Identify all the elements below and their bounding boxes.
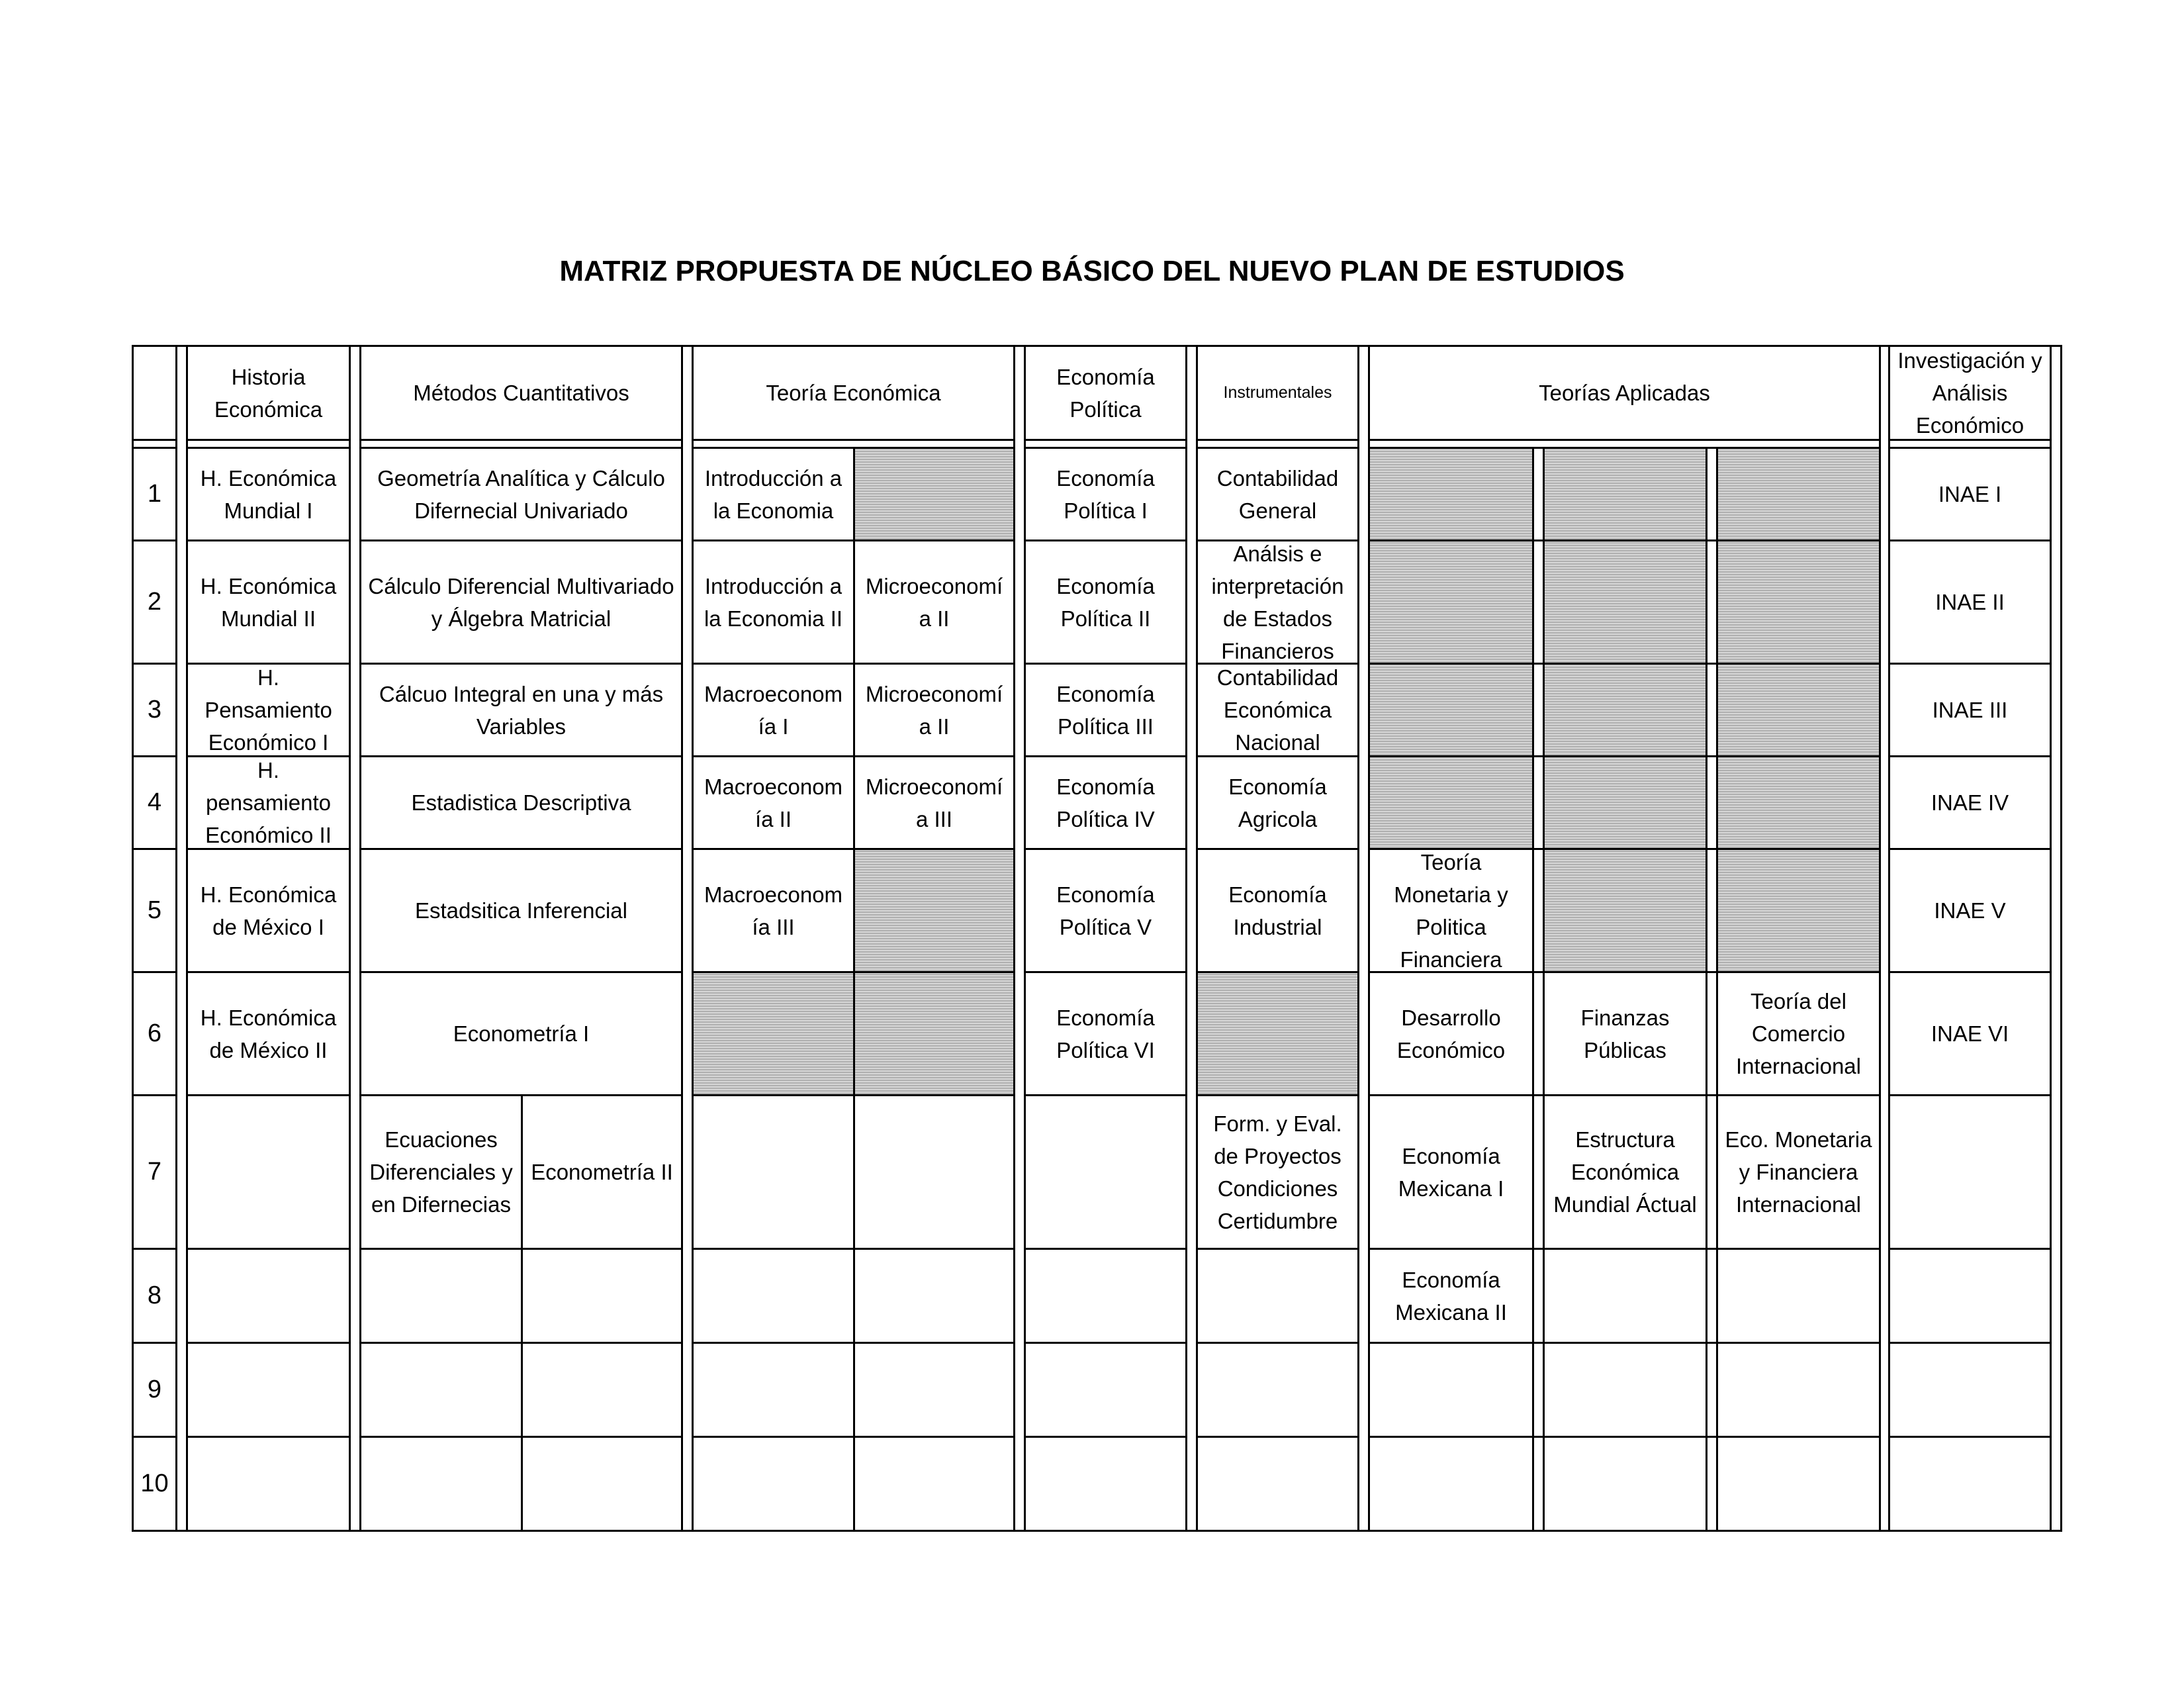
cell-historia: H. pensamiento Económico II [186,755,351,850]
cell-metodos-2 [521,1436,683,1532]
cell-investigacion: INAE I [1888,447,2052,541]
cell-politica [1024,1342,1187,1438]
cell-instrumentales [1196,1342,1359,1438]
cell-aplicadas-2: Estructura Económica Mundial Áctual [1543,1094,1707,1250]
cell-aplicadas-1: Economía Mexicana I [1368,1094,1534,1250]
cell-teoria-2 [853,447,1015,541]
row-number: 3 [132,663,177,757]
cell-aplicadas-3 [1716,1248,1881,1344]
cell-teoria-1 [692,971,855,1096]
cell-teoria-2: Microeconomí a II [853,539,1015,665]
cell-investigacion: INAE II [1888,539,2052,665]
cell-aplicadas-3 [1716,755,1881,850]
cell-instrumentales: Contabilidad General [1196,447,1359,541]
cell-aplicadas-2 [1543,539,1707,665]
cell-aplicadas-2 [1543,1248,1707,1344]
cell-aplicadas-1: Desarrollo Económico [1368,971,1534,1096]
cell-teoria-1: Introducción a la Economia II [692,539,855,665]
cell-aplicadas-1 [1368,539,1534,665]
cell-historia: H. Económica de México I [186,848,351,973]
cell-teoria-1 [692,1094,855,1250]
cell-investigacion [1888,1342,2052,1438]
cell-investigacion: INAE III [1888,663,2052,757]
cell-metodos-1 [359,1436,523,1532]
cell-metodos: Geometría Analítica y Cálculo Difernecial Univariado [359,447,683,541]
row-number: 8 [132,1248,177,1344]
header-corner [132,345,177,441]
cell-aplicadas-1 [1368,663,1534,757]
cell-investigacion [1888,1094,2052,1250]
cell-metodos-1: Ecuaciones Diferenciales y en Difernecias [359,1094,523,1250]
cell-politica: Economía Política II [1024,539,1187,665]
cell-aplicadas-1 [1368,1342,1534,1438]
cell-investigacion: INAE VI [1888,971,2052,1096]
cell-politica: Economía Política V [1024,848,1187,973]
cell-investigacion: INAE V [1888,848,2052,973]
cell-teoria-2: Microeconomí a III [853,755,1015,850]
cell-metodos-1 [359,1248,523,1344]
cell-politica: Economía Política IV [1024,755,1187,850]
cell-teoria-1: Macroeconom ía III [692,848,855,973]
cell-teoria-1: Macroeconom ía II [692,755,855,850]
cell-aplicadas-3 [1716,447,1881,541]
cell-teoria-1: Introducción a la Economia [692,447,855,541]
cell-teoria-1: Macroeconom ía I [692,663,855,757]
cell-politica [1024,1436,1187,1532]
cell-historia [186,1094,351,1250]
row-number: 2 [132,539,177,665]
cell-aplicadas-1 [1368,447,1534,541]
header-instrumentales: Instrumentales [1196,345,1359,441]
cell-politica [1024,1248,1187,1344]
row-number: 7 [132,1094,177,1250]
cell-aplicadas-2 [1543,1436,1707,1532]
cell-instrumentales: Economía Industrial [1196,848,1359,973]
cell-teoria-2 [853,1248,1015,1344]
cell-aplicadas-3: Teoría del Comercio Internacional [1716,971,1881,1096]
cell-historia [186,1342,351,1438]
cell-instrumentales [1196,1248,1359,1344]
cell-historia: H. Económica Mundial II [186,539,351,665]
header-teoria: Teoría Económica [692,345,1015,441]
cell-teoria-2 [853,971,1015,1096]
header-aplicadas: Teorías Aplicadas [1368,345,1881,441]
cell-metodos-2: Econometría II [521,1094,683,1250]
cell-metodos-1 [359,1342,523,1438]
cell-politica: Economía Política VI [1024,971,1187,1096]
cell-teoria-1 [692,1248,855,1344]
cell-aplicadas-3: Eco. Monetaria y Financiera Internacional [1716,1094,1881,1250]
cell-metodos: Cálculo Diferencial Multivariado y Álgebra Matricial [359,539,683,665]
cell-investigacion: INAE IV [1888,755,2052,850]
cell-aplicadas-2 [1543,848,1707,973]
cell-aplicadas-3 [1716,1342,1881,1438]
header-investigacion: Investigación y Análisis Económico [1888,345,2052,441]
row-number: 6 [132,971,177,1096]
cell-metodos: Econometría I [359,971,683,1096]
cell-instrumentales [1196,971,1359,1096]
cell-metodos-2 [521,1248,683,1344]
cell-aplicadas-3 [1716,663,1881,757]
cell-aplicadas-1 [1368,755,1534,850]
cell-teoria-2 [853,1342,1015,1438]
row-number: 4 [132,755,177,850]
cell-aplicadas-3 [1716,539,1881,665]
page-title: MATRIZ PROPUESTA DE NÚCLEO BÁSICO DEL NUEVO PLAN DE ESTUDIOS [559,255,1625,287]
cell-metodos: Cálcuo Integral en una y más Variables [359,663,683,757]
cell-aplicadas-1: Economía Mexicana II [1368,1248,1534,1344]
cell-aplicadas-2 [1543,663,1707,757]
cell-teoria-1 [692,1436,855,1532]
cell-instrumentales: Form. y Eval. de Proyectos Condiciones Certidumbre [1196,1094,1359,1250]
cell-teoria-1 [692,1342,855,1438]
cell-metodos-2 [521,1342,683,1438]
header-historia: Historia Económica [186,345,351,441]
cell-teoria-2 [853,1094,1015,1250]
row-number: 9 [132,1342,177,1438]
cell-aplicadas-3 [1716,1436,1881,1532]
header-metodos: Métodos Cuantitativos [359,345,683,441]
cell-aplicadas-3 [1716,848,1881,973]
cell-historia: H. Económica de México II [186,971,351,1096]
cell-investigacion [1888,1436,2052,1532]
cell-instrumentales: Análsis e interpretación de Estados Financieros [1196,539,1359,665]
cell-historia [186,1248,351,1344]
cell-aplicadas-1 [1368,1436,1534,1532]
cell-aplicadas-2 [1543,1342,1707,1438]
cell-politica [1024,1094,1187,1250]
cell-historia: H. Pensamiento Económico I [186,663,351,757]
cell-investigacion [1888,1248,2052,1344]
cell-aplicadas-1: Teoría Monetaria y Politica Financiera [1368,848,1534,973]
cell-metodos: Estadsitica Inferencial [359,848,683,973]
cell-politica: Economía Política III [1024,663,1187,757]
cell-metodos: Estadistica Descriptiva [359,755,683,850]
cell-historia: H. Económica Mundial I [186,447,351,541]
cell-instrumentales: Contabilidad Económica Nacional [1196,663,1359,757]
row-number: 5 [132,848,177,973]
cell-instrumentales: Economía Agricola [1196,755,1359,850]
cell-aplicadas-2 [1543,447,1707,541]
cell-teoria-2 [853,848,1015,973]
cell-teoria-2 [853,1436,1015,1532]
cell-instrumentales [1196,1436,1359,1532]
cell-aplicadas-2: Finanzas Públicas [1543,971,1707,1096]
cell-politica: Economía Política I [1024,447,1187,541]
cell-historia [186,1436,351,1532]
row-number: 10 [132,1436,177,1532]
cell-aplicadas-2 [1543,755,1707,850]
cell-teoria-2: Microeconomí a II [853,663,1015,757]
header-politica: Economía Política [1024,345,1187,441]
row-number: 1 [132,447,177,541]
